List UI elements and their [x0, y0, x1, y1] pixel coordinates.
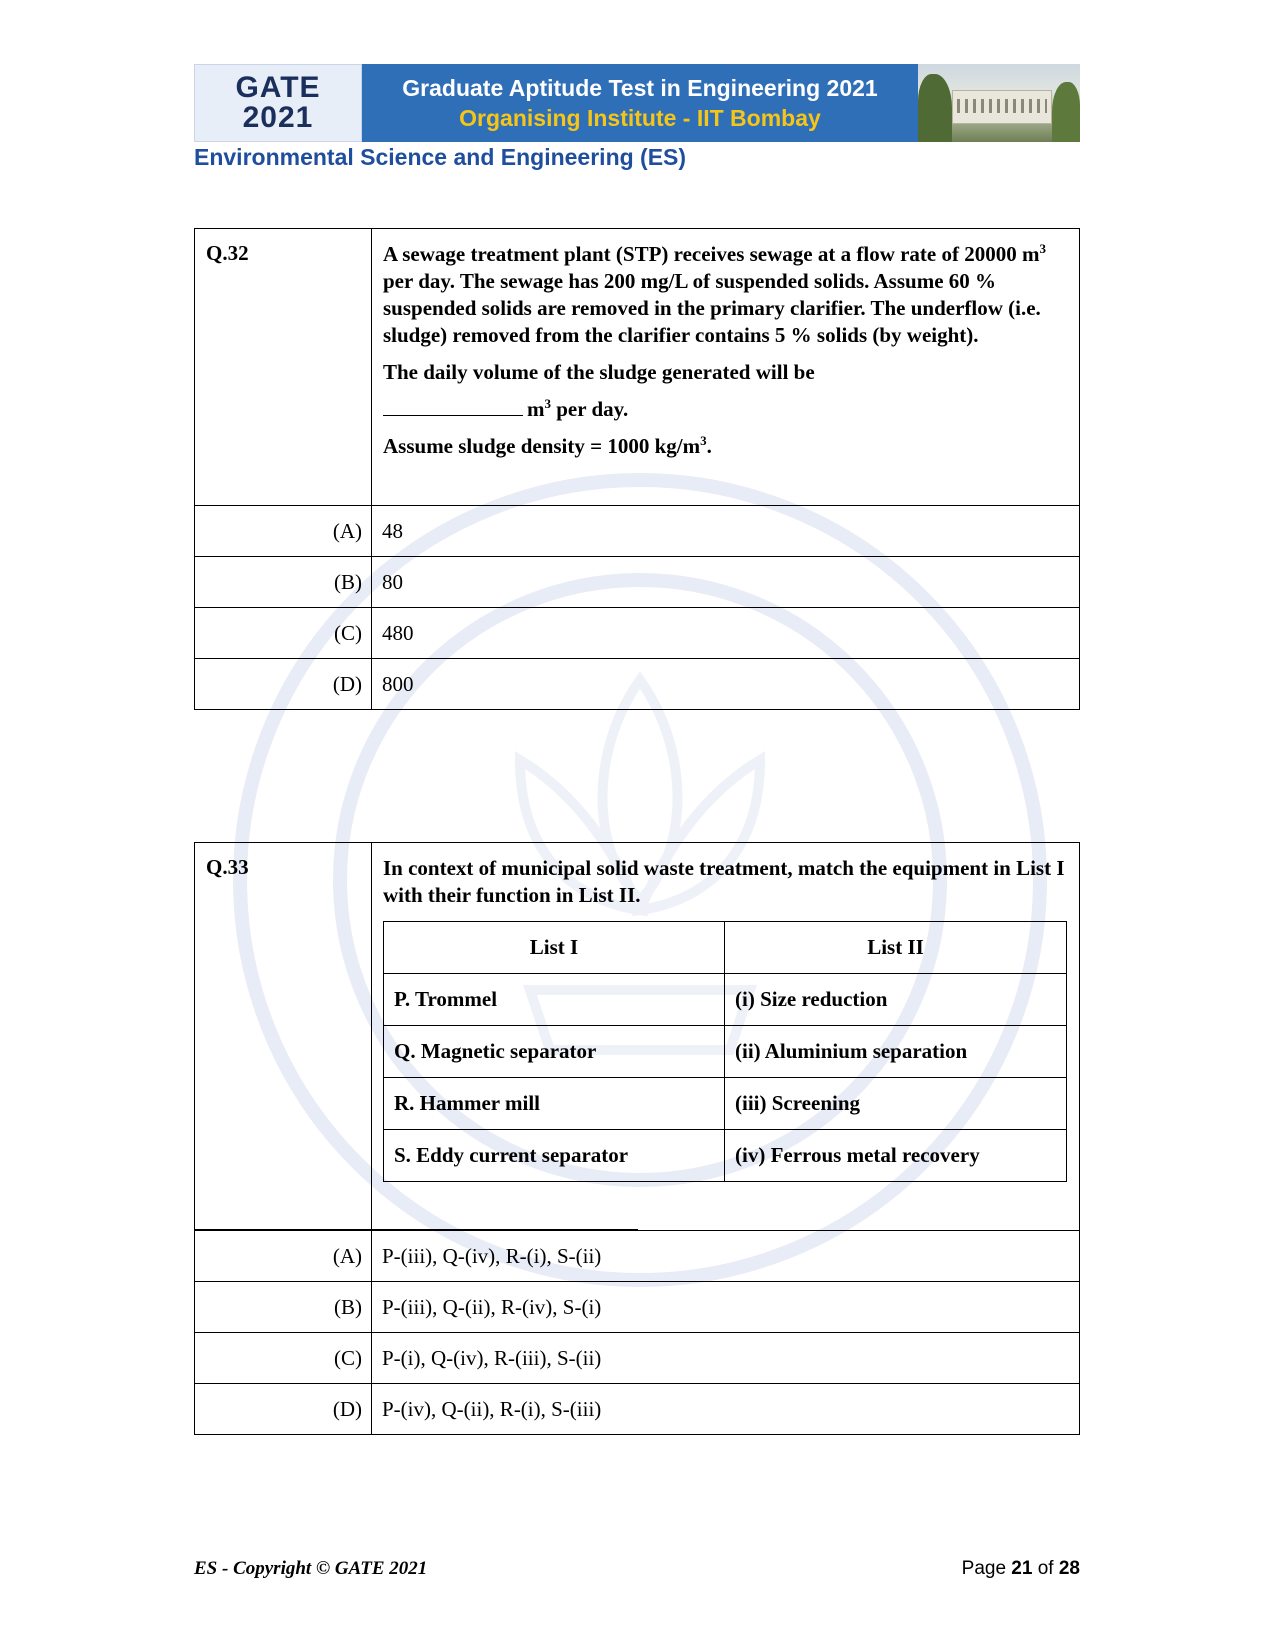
logo-line1: GATE: [235, 71, 321, 104]
list2-item: (iii) Screening: [725, 1078, 1067, 1130]
question-33: [194, 842, 1080, 1435]
campus-photo: [918, 64, 1080, 142]
option-label: (C): [195, 608, 372, 659]
option-value: 480: [372, 608, 1080, 659]
question-para: In context of municipal solid waste treatment, match the equipment in List I with their function in List II.: [383, 856, 1065, 907]
gate-logo: [194, 64, 362, 142]
question-text: [372, 843, 1080, 1231]
option-label: (C): [195, 1333, 372, 1384]
option-value: 80: [372, 557, 1080, 608]
question-para: A sewage treatment plant (STP) receives sewage at a flow rate of 20000 $m^3$ per day. The sewage has 200 mg/L of suspended solids. Assume 60 % suspended solids are removed in the primary clarifier. The underflow (i.e. sludge) removed from the clarifier contains 5 % solids (by weight).: [383, 241, 1046, 347]
page-current: 21: [1011, 1558, 1033, 1579]
option-value: P-(iii), Q-(ii), R-(iv), S-(i): [372, 1282, 1080, 1333]
option-row: [195, 659, 1080, 710]
question-32: [194, 228, 1080, 710]
match-table: [383, 921, 1067, 1182]
banner-institute: Organising Institute - IIT Bombay: [459, 105, 821, 131]
page-of: of: [1037, 1558, 1054, 1579]
answer-blank-line: [383, 396, 1068, 423]
list2-item: (i) Size reduction: [725, 974, 1067, 1026]
option-row: [195, 1333, 1080, 1384]
list1-item: S. Eddy current separator: [384, 1130, 725, 1182]
logo-line2: 2021: [242, 101, 314, 134]
list1-item: Q. Magnetic separator: [384, 1026, 725, 1078]
option-row: [195, 1384, 1080, 1435]
question-para: The daily volume of the sludge generated will be: [383, 360, 815, 384]
question-number: Q.33: [195, 843, 372, 1231]
subject-title: Environmental Science and Engineering (ES): [194, 144, 687, 170]
list2-item: (ii) Aluminium separation: [725, 1026, 1067, 1078]
footer-page-number: [962, 1558, 1080, 1580]
page-total: 28: [1058, 1558, 1080, 1579]
option-label: (B): [195, 557, 372, 608]
option-value: P-(iii), Q-(iv), R-(i), S-(ii): [372, 1231, 1080, 1282]
divider: [195, 1229, 638, 1230]
option-row: [195, 608, 1080, 659]
header-banner: [194, 64, 1080, 142]
option-value: 800: [372, 659, 1080, 710]
answer-unit: $m^3$ per day.: [527, 396, 629, 421]
option-row: [195, 1231, 1080, 1282]
option-value: P-(i), Q-(iv), R-(iii), S-(ii): [372, 1333, 1080, 1384]
question-number: Q.32: [195, 229, 372, 506]
banner-title: Graduate Aptitude Test in Engineering 2021: [402, 75, 878, 101]
banner-title-block: [362, 64, 918, 142]
footer-copyright: ES - Copyright © GATE 2021: [194, 1558, 428, 1579]
answer-blank: [383, 398, 523, 416]
list1-header: List I: [384, 922, 725, 974]
option-label: (A): [195, 506, 372, 557]
list1-item: P. Trommel: [384, 974, 725, 1026]
page-prefix: Page: [961, 1558, 1007, 1579]
option-row: [195, 557, 1080, 608]
option-label: (A): [195, 1231, 372, 1282]
option-label: (D): [195, 659, 372, 710]
question-text: [372, 229, 1080, 506]
option-label: (D): [195, 1384, 372, 1435]
question-para: Assume sludge density = 1000 $kg/m^3$.: [383, 433, 712, 458]
option-row: [195, 506, 1080, 557]
option-row: [195, 1282, 1080, 1333]
list2-item: (iv) Ferrous metal recovery: [725, 1130, 1067, 1182]
option-value: P-(iv), Q-(ii), R-(i), S-(iii): [372, 1384, 1080, 1435]
option-value: 48: [372, 506, 1080, 557]
option-label: (B): [195, 1282, 372, 1333]
list2-header: List II: [725, 922, 1067, 974]
list1-item: R. Hammer mill: [384, 1078, 725, 1130]
